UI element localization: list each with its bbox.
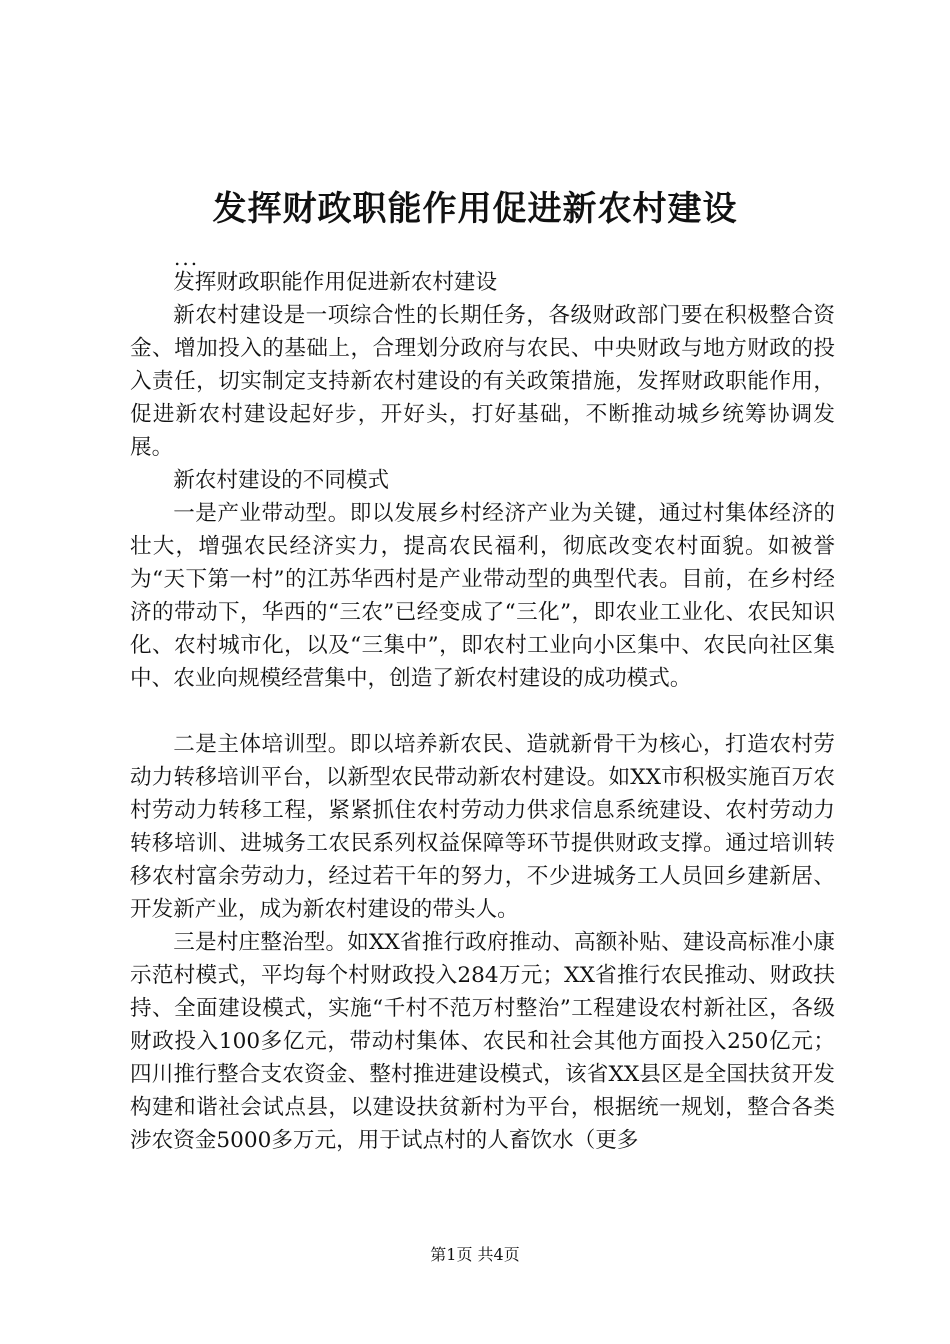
page-number-footer: 第1页 共4页 [430,1245,520,1264]
paragraph-training-model: 二是主体培训型。即以培养新农民、造就新骨干为核心，打造农村劳动力转移培训平台，以新型农民带动新农村建设。如XX市积极实施百万农村劳动力转移工程，紧紧抓住农村劳动力供求信息系统建设、农村劳动力转移培训、进城务工农民系列权益保障等环节提供财政支撑。通过培训转移农村富余劳动力，经过若干年的努力，不少进城务工人员回乡建新居、开发新产业，成为新农村建设的带头人。 [130,732,835,922]
ellipsis-marker: ... [174,246,200,270]
paragraph-subtitle: 发挥财政职能作用促进新农村建设 [173,270,498,295]
document-title: 发挥财政职能作用促进新农村建设 [212,189,738,229]
paragraph-section-heading: 新农村建设的不同模式 [173,468,390,493]
paragraph-industry-model: 一是产业带动型。即以发展乡村经济产业为关键，通过村集体经济的壮大，增强农民经济实力，提高农民福利，彻底改变农村面貌。如被誉为“天下第一村”的江苏华西村是产业带动型的典型代表。目前，在乡村经济的带动下，华西的“三农”已经变成了“三化”，即农业工业化、农民知识化、农村城市化，以及“三集中”，即农村工业向小区集中、农民向社区集中、农业向规模经营集中，创造了新农村建设的成功模式。 [130,501,835,691]
paragraph-village-model: 三是村庄整治型。如XX省推行政府推动、高额补贴、建设高标准小康示范村模式，平均每个村财政投入284万元；XX省推行农民推动、财政扶持、全面建设模式，实施“千村不范万村整治”工程建设农村新社区，各级财政投入100多亿元，带动村集体、农民和社会其他方面投入250亿元；四川推行整合支农资金、整村推进建设模式，该省XX县区是全国扶贫开发构建和谐社会试点县，以建设扶贫新村为平台，根据统一规划，整合各类涉农资金5000多万元，用于试点村的人畜饮水（更多 [130,930,835,1153]
document-body [130,266,835,1157]
paragraph-intro: 新农村建设是一项综合性的长期任务，各级财政部门要在积极整合资金、增加投入的基础上，合理划分政府与农民、中央财政与地方财政的投入责任，切实制定支持新农村建设的有关政策措施，发挥财政职能作用，促进新农村建设起好步，开好头，打好基础，不断推动城乡统筹协调发展。 [130,303,835,460]
